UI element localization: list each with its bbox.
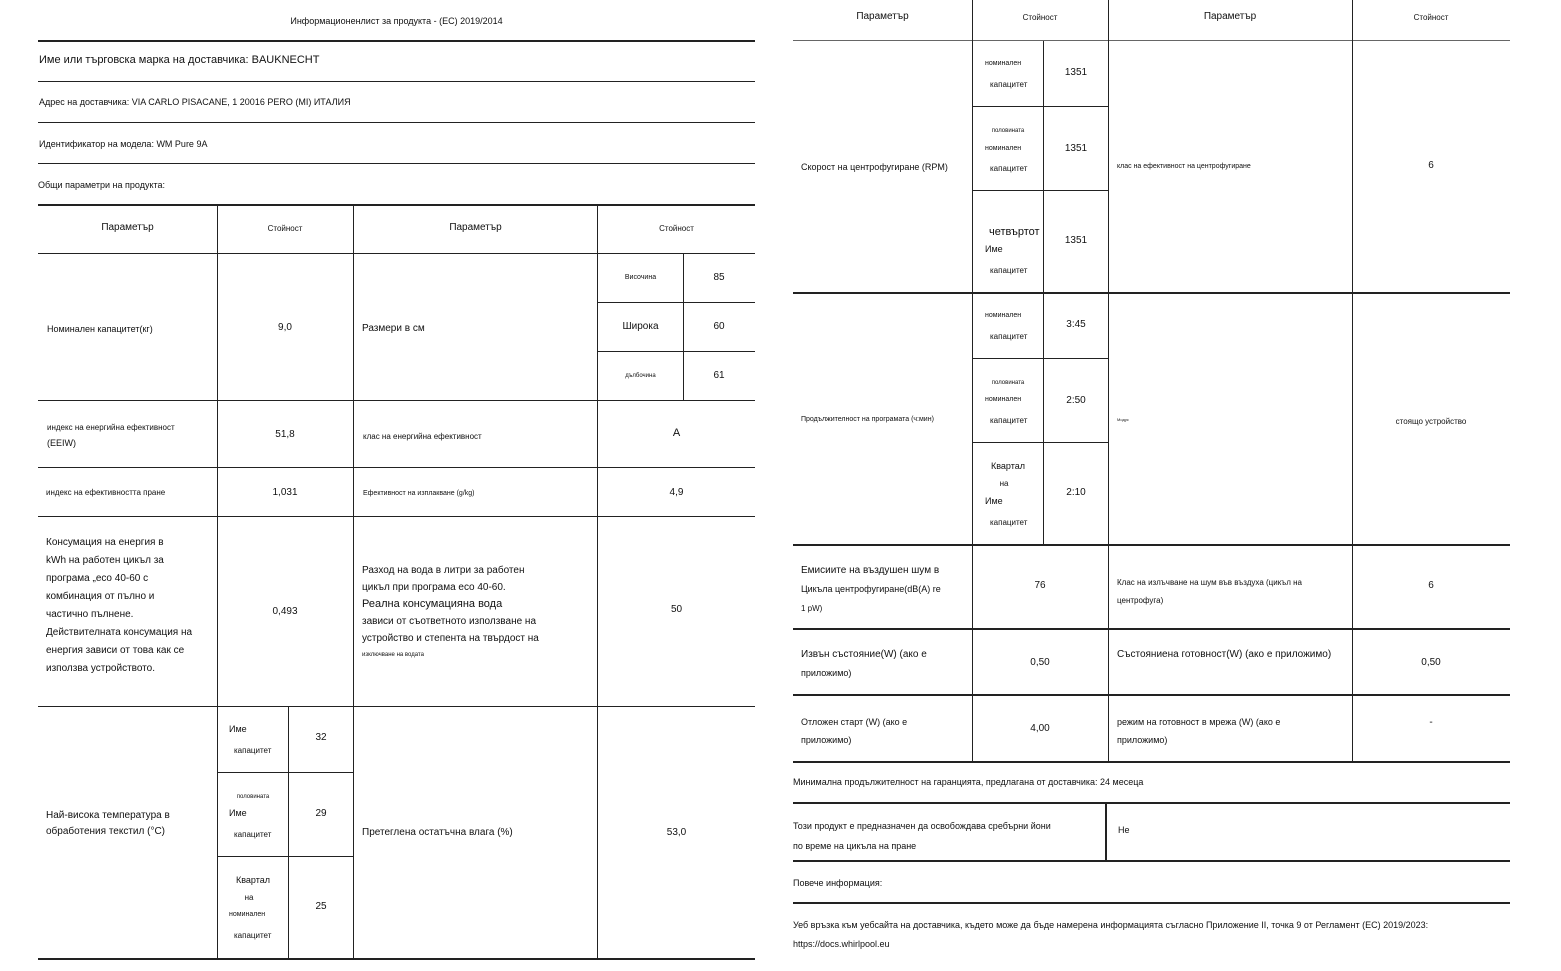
height-label: Височина — [624, 274, 657, 281]
docs-link[interactable]: https://docs.whirlpool.eu — [793, 939, 890, 949]
sheet-title: Информационенлист за продукта - (ЕС) 2019/2014 — [290, 16, 503, 26]
more-info-heading: Повече информация: — [793, 878, 883, 888]
off-mode-label: Извън състояние(W) (ако е приложимо) — [801, 649, 927, 678]
header-parameter: Параметър — [449, 222, 502, 233]
duration-half-label: номинален — [985, 396, 1022, 403]
width-value: 60 — [713, 321, 725, 332]
header-value: Стойност — [659, 224, 694, 233]
temp-full-value: 32 — [315, 732, 327, 743]
networked-standby-value: - — [1429, 717, 1433, 728]
temp-half-label: половината — [236, 794, 270, 800]
rinsing-label: Ефективност на изплакване (g/kg) — [363, 490, 475, 497]
spin-full-label: капацитет — [990, 80, 1028, 89]
noise-emission-label: Емисиите на въздушен шум в Цикъла центрофугиране(dB(A) re 1 pW) — [801, 565, 941, 613]
residual-moisture-label: Претеглена остатъчна влага (%) — [362, 827, 513, 838]
duration-full-label: номинален — [985, 312, 1022, 319]
noise-class-label: Клас на излъчване на шум във въздуха (цикъл на центрофуга) — [1117, 578, 1302, 605]
washing-efficiency-value: 1,031 — [272, 487, 298, 498]
spin-quarter-label: четвъртот — [989, 226, 1040, 238]
water-consumption-label: Разход на вода в литри за работен цикъл при програма eco 40-60. Реална консумацияна вода зависи от съответното използване на устройство и степента на твърдост на изключване на водата — [362, 565, 539, 658]
header-value: Стойност — [1022, 13, 1058, 22]
spin-half-label: капацитет — [990, 164, 1028, 173]
header-value: Стойност — [267, 224, 303, 233]
spin-half-label: половината — [991, 128, 1025, 134]
noise-emission-value: 76 — [1034, 580, 1046, 591]
duration-quarter-label: на — [999, 479, 1009, 488]
header-parameter: Параметър — [101, 222, 154, 233]
duration-quarter-value: 2:10 — [1066, 487, 1086, 498]
spin-class-label: клас на ефективност на центрофугиране — [1117, 163, 1251, 170]
temp-half-value: 29 — [315, 808, 327, 819]
duration-full-label: капацитет — [990, 332, 1028, 341]
spin-quarter-label: Име — [985, 244, 1003, 254]
noise-class-value: 6 — [1428, 580, 1434, 591]
warranty-text: Минимална продължителност на гаранцията, предлагана от доставчика: 24 месеца — [793, 777, 1144, 787]
off-mode-value: 0,50 — [1030, 657, 1050, 668]
temp-quarter-label: Квартал — [235, 875, 270, 885]
duration-half-label: половината — [991, 380, 1025, 386]
header-parameter: Параметър — [1203, 11, 1257, 22]
duration-full-value: 3:45 — [1066, 319, 1086, 330]
silver-ions-value: Не — [1118, 825, 1130, 835]
silver-ions-label: Този продукт е предназначен да освобождава сребърни йони по време на цикъла на пране — [793, 821, 1051, 851]
supplier-address: Адрес на доставчика: VIA CARLO PISACANE, 1 20016 PERO (MI) ИТАЛИЯ — [39, 97, 351, 107]
width-label: Широка — [622, 321, 659, 332]
duration-half-value: 2:50 — [1066, 395, 1086, 406]
eei-label: индекс на енергийна ефективност — [47, 423, 175, 432]
spin-speed-label: Скорост на центрофугиране (RPM) — [801, 162, 948, 172]
spin-full-label: номинален — [985, 60, 1022, 67]
supplier-name: Име или търговска марка на доставчика: BAUKNECHT — [39, 54, 320, 66]
program-duration-label: Продължителност на програмата (ч:мин) — [801, 416, 934, 423]
spin-half-label: номинален — [985, 145, 1022, 152]
eei-label-code: (EEIW) — [47, 438, 76, 448]
general-params-heading: Общи параметри на продукта: — [38, 180, 166, 190]
eei-value: 51,8 — [275, 429, 295, 440]
appliance-type-label: Модус — [1117, 417, 1129, 422]
delay-start-value: 4,00 — [1030, 723, 1050, 734]
residual-moisture-value: 53,0 — [666, 827, 687, 838]
spin-half-value: 1351 — [1064, 143, 1088, 154]
spin-full-value: 1351 — [1064, 67, 1088, 78]
energy-class-value: A — [672, 427, 681, 439]
water-consumption-value: 50 — [670, 604, 683, 615]
rinsing-value: 4,9 — [669, 487, 684, 498]
depth-value: 61 — [713, 370, 725, 381]
rated-capacity-value: 9,0 — [278, 322, 292, 333]
temp-half-label: Име — [229, 808, 247, 818]
standby-label: Състояниена готовност(W) (ако е приложимо) — [1117, 649, 1332, 660]
spin-class-value: 6 — [1428, 160, 1434, 171]
appliance-type-value: стоящо устройство — [1395, 417, 1467, 426]
temp-quarter-label: номинален — [229, 911, 266, 918]
spin-quarter-label: капацитет — [990, 266, 1028, 275]
duration-half-label: капацитет — [990, 416, 1028, 425]
temp-full-label: капацитет — [234, 746, 272, 755]
energy-consumption-label: Консумация на енергия в kWh на работен цикъл за програма „eco 40-60 с комбинация от пълно и частично пълнене. Действителната консумация на енергия зависи от това как се използва устройството. — [46, 537, 193, 674]
energy-consumption-value: 0,493 — [272, 606, 298, 617]
temp-quarter-value: 25 — [315, 901, 327, 912]
temp-full-label: Име — [229, 724, 247, 734]
height-value: 85 — [713, 272, 725, 283]
spin-quarter-value: 1351 — [1064, 235, 1088, 246]
duration-quarter-label: капацитет — [990, 518, 1028, 527]
washing-efficiency-label: индекс на ефективността пране — [46, 488, 166, 497]
model-identifier: Идентификатор на модела: WM Pure 9A — [39, 139, 208, 149]
temp-quarter-label: капацитет — [234, 931, 272, 940]
networked-standby-label: режим на готовност в мрежа (W) (ако е приложимо) — [1117, 717, 1281, 745]
duration-quarter-label: Име — [985, 496, 1003, 506]
temp-quarter-label: на — [244, 893, 254, 902]
standby-value: 0,50 — [1421, 657, 1441, 668]
header-value: Стойност — [1413, 13, 1449, 22]
duration-quarter-label: Квартал — [990, 461, 1025, 471]
supplier-web-link: Уеб връзка към уебсайта на доставчика, където може да бъде намерена информацията съгласно Приложение II, точка 9 от Регламент (ЕС) 2019/2023: https://docs.whirlpool.eu — [793, 916, 1428, 954]
dimensions-label: Размери в см — [362, 323, 425, 334]
energy-class-label: клас на енергийна ефективност — [363, 432, 482, 441]
depth-label: дълбочина — [625, 373, 656, 379]
rated-capacity-label: Номинален капацитет(кг) — [47, 324, 153, 334]
delay-start-label: Отложен старт (W) (ако е приложимо) — [801, 717, 908, 745]
temp-half-label: капацитет — [234, 830, 272, 839]
max-temperature-label: Най-висока температура в обработения текстил (°C) — [46, 810, 170, 837]
header-parameter: Параметър — [856, 11, 909, 22]
